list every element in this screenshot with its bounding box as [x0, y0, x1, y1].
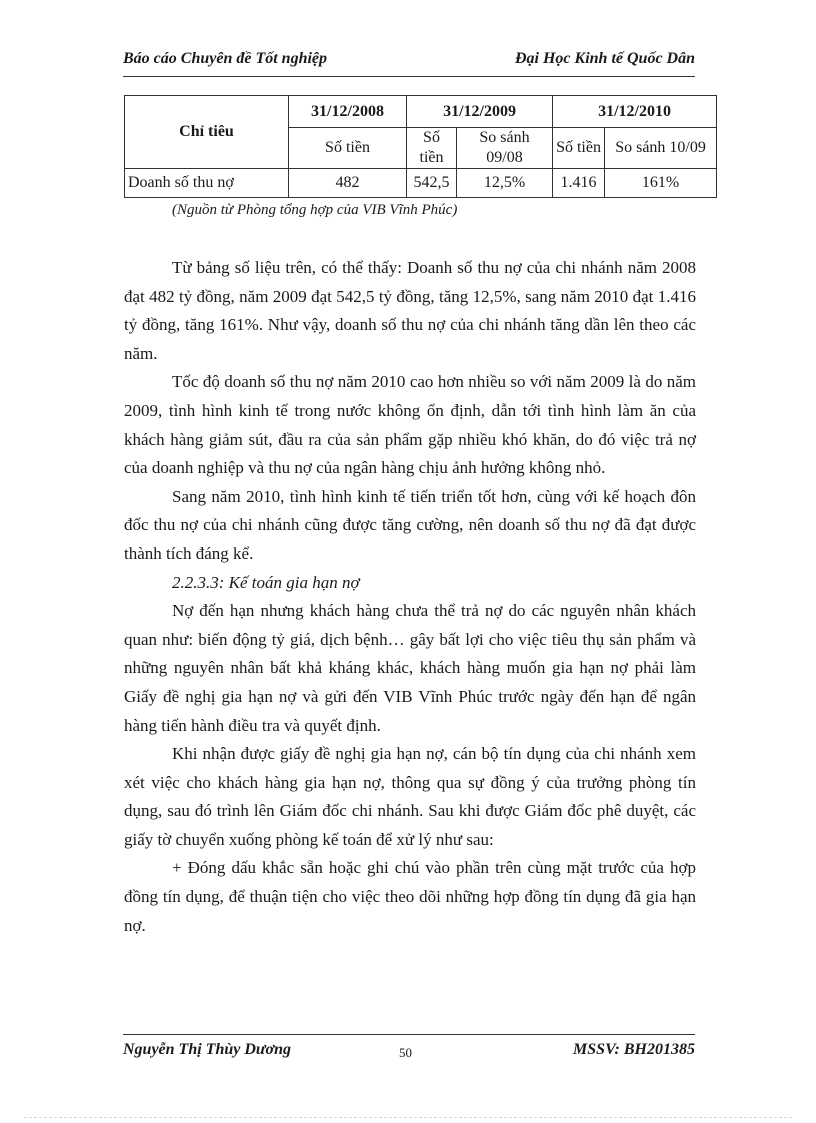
footer-student-id: MSSV: BH201385: [573, 1041, 695, 1058]
subheader-so-tien-2009: Số tiền: [407, 128, 457, 169]
table-row: [125, 169, 717, 198]
body-text: [124, 254, 696, 940]
subheader-so-sanh-0908: So sánh 09/08: [457, 128, 553, 169]
header-chi-tieu: Chỉ tiêu: [125, 96, 289, 169]
page-edge-divider: [24, 1117, 792, 1118]
cell-2010-compare: 161%: [605, 169, 717, 198]
page-footer: [123, 1034, 695, 1060]
section-heading: 2.2.3.3: Kế toán gia hạn nợ: [172, 572, 360, 592]
paragraph: Nợ đến hạn nhưng khách hàng chưa thể trả nợ do các nguyên nhân khách quan như: biến động tỷ giá, dịch bệnh… gây bất lợi cho việc tiêu thụ sản phẩm và những nguyên nhân bất khả kháng khác, khách hàng muốn gia hạn nợ phải làm Giấy đề nghị gia hạn nợ và gửi đến VIB Vĩnh Phúc trước ngày đến hạn để ngân hàng tiến hành điều tra và quyết định.: [124, 601, 696, 735]
cell-2008-amount: 482: [289, 169, 407, 198]
debt-collection-table: [124, 95, 717, 198]
page-number: 50: [399, 1045, 412, 1060]
subheader-so-tien-2008: Số tiền: [289, 128, 407, 169]
paragraph: Sang năm 2010, tình hình kinh tế tiến triển tốt hơn, cùng với kế hoạch đôn đốc thu nợ của chi nhánh cũng được tăng cường, nên doanh số thu nợ đã đạt được thành tích đáng kể.: [124, 486, 696, 563]
header-university: Đại Học Kinh tế Quốc Dân: [514, 50, 695, 67]
header-year-2009: 31/12/2009: [407, 96, 553, 128]
row-label: Doanh số thu nợ: [125, 169, 289, 198]
subheader-so-tien-2010: Số tiền: [553, 128, 605, 169]
paragraph: + Đóng dấu khắc sẵn hoặc ghi chú vào phần trên cùng mặt trước của hợp đồng tín dụng, để thuận tiện cho việc theo dõi những hợp đồng tín dụng đã gia hạn nợ.: [124, 858, 696, 935]
page-header: [123, 46, 695, 77]
paragraph: Tốc độ doanh số thu nợ năm 2010 cao hơn nhiều so với năm 2009 là do năm 2009, tình hình kinh tế trong nước không ổn định, dẫn tới tình hình làm ăn của khách hàng giảm sút, đầu ra của sản phẩm gặp nhiều khó khăn, do đó việc trả nợ của doanh nghiệp và thu nợ của ngân hàng chịu ảnh hưởng không nhỏ.: [124, 372, 696, 478]
cell-2009-amount: 542,5: [407, 169, 457, 198]
table-source-note: (Nguồn từ Phòng tổng hợp của VIB Vĩnh Phúc): [172, 202, 458, 218]
cell-2010-amount: 1.416: [553, 169, 605, 198]
footer-author: Nguyễn Thị Thùy Dương: [123, 1041, 291, 1058]
table-header-row: [125, 96, 717, 128]
cell-2009-compare: 12,5%: [457, 169, 553, 198]
header-year-2010: 31/12/2010: [553, 96, 717, 128]
subheader-so-sanh-1009: So sánh 10/09: [605, 128, 717, 169]
header-report-title: Báo cáo Chuyên đề Tốt nghiệp: [123, 50, 328, 67]
paragraph: Khi nhận được giấy đề nghị gia hạn nợ, cán bộ tín dụng của chi nhánh xem xét việc cho khách hàng gia hạn nợ, thông qua sự đồng ý của trưởng phòng tín dụng, sau đó trình lên Giám đốc chi nhánh. Sau khi được Giám đốc phê duyệt, các giấy tờ chuyển xuống phòng kế toán để xử lý như sau:: [124, 744, 696, 849]
header-year-2008: 31/12/2008: [289, 96, 407, 128]
paragraph: Từ bảng số liệu trên, có thể thấy: Doanh số thu nợ của chi nhánh năm 2008 đạt 482 tỷ đồng, năm 2009 đạt 542,5 tỷ đồng, tăng 12,5%, sang năm 2010 đạt 1.416 tỷ đồng, tăng 161%. Như vậy, doanh số thu nợ của chi nhánh tăng dần lên theo các năm.: [124, 258, 696, 363]
